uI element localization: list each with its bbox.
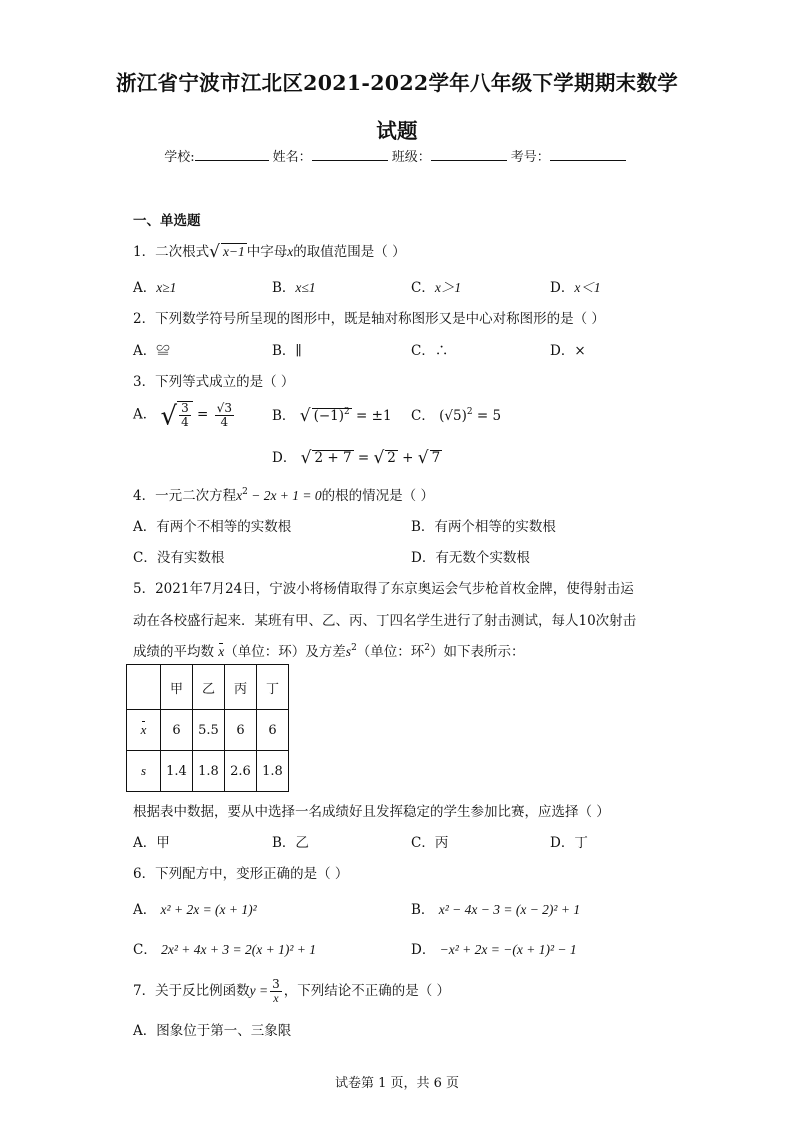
q1-option-a[interactable]: A．x≥1 [133,280,177,296]
question-1-stem [133,240,406,260]
table-row [127,710,289,751]
q4-option-b[interactable]: B．有两个相等的实数根 [411,519,556,535]
q4-option-d[interactable]: D．有无数个实数根 [411,550,530,566]
q3-option-d[interactable]: D． √ 2 + 7 = √ 2 + √ 7 [272,448,441,468]
table-cell: 乙 [193,665,225,710]
q2-option-d[interactable]: D．× [550,343,586,359]
question-4-stem: 4．一元二次方程$x^2 - 2x + 1 = 0$的根的情况是（ ） [133,487,434,504]
table-row-label: x [127,710,161,751]
table-cell: 1.8 [193,751,225,792]
exam-no-label: 考号： [510,150,550,165]
q6-option-b[interactable]: B． x² − 4x − 3 = (x − 2)² + 1 [411,902,581,918]
table-cell: 6 [225,710,257,751]
exam-no-blank[interactable] [550,147,626,161]
page-footer: 试卷第 1 页，共 6 页 [334,1076,460,1091]
q3-option-c[interactable]: C． $(√5)^2 = 5$ [411,407,502,424]
question-5-question: 根据表中数据，要从中选择一名成绩好且发挥稳定的学生参加比赛，应选择（ ） [133,804,610,820]
question-2-stem: 2．下列数学符号所呈现的图形中，既是轴对称图形又是中心对称图形的是（ ） [133,311,605,327]
table-cell: 5.5 [193,710,225,751]
q1-text: 1．二次根式 [133,244,210,260]
q1-radicand: x−1 [222,244,245,259]
table-cell: 6 [161,710,193,751]
school-label: 学校: [164,150,195,165]
q4-option-c[interactable]: C．没有实数根 [133,550,225,566]
table-cell: 2.6 [225,751,257,792]
section-heading: 一、单选题 [133,213,201,229]
table-row [127,751,289,792]
question-5-line1: 5．2021年7月24日，宁波小将杨倩取得了东京奥运会气步枪首枚金牌，使得射击运 [133,581,634,597]
score-table [126,664,289,792]
school-blank[interactable] [195,147,269,161]
q3-option-a[interactable]: A． √ $\frac{3}{4}$ = $\frac{√3}{4}$ [133,400,232,432]
table-cell [127,665,161,710]
q1-text-3: 的取值范围是（ ） [293,244,406,260]
q5-option-d[interactable]: D．丁 [550,835,588,851]
q1-option-b[interactable]: B．x≤1 [272,280,316,296]
question-3-stem: 3．下列等式成立的是（ ） [133,374,295,390]
question-7-stem: 7．关于反比例函数y = $\frac{3}{x}$ ，下列结论不正确的是（ ） [133,977,451,1005]
class-label: 班级： [391,150,431,165]
table-cell: 1.4 [161,751,193,792]
table-cell: 丁 [257,665,289,710]
exam-title-line2: 试题 [376,119,418,143]
q2-option-b[interactable]: B．∥ [272,343,302,359]
table-cell: 甲 [161,665,193,710]
question-6-stem: 6．下列配方中，变形正确的是（ ） [133,866,349,882]
name-blank[interactable] [312,147,388,161]
q6-option-c[interactable]: C． 2x² + 4x + 3 = 2(x + 1)² + 1 [133,942,317,958]
student-info-row [0,146,794,165]
question-5-line3: 成绩的平均数 x（单位：环）及方差$s^2$（单位：环$^2$）如下表所示： [133,643,525,660]
q1-text-2: 中字母 [246,244,288,260]
exam-title-line1: 浙江省宁波市江北区2021-2022学年八年级下学期期末数学 [115,71,679,95]
q1-var: x [287,244,294,259]
name-label: 姓名： [272,150,312,165]
q2-option-a[interactable]: A．≌ [133,343,170,359]
q2-option-c[interactable]: C．∴ [411,343,449,359]
q5-option-b[interactable]: B．乙 [272,835,309,851]
table-cell: 1.8 [257,751,289,792]
q3-option-b[interactable]: B． √ $(-1)^2 = \pm 1$ [272,406,392,426]
q5-option-a[interactable]: A．甲 [133,835,170,851]
q5-option-c[interactable]: C．丙 [411,835,449,851]
q1-option-c[interactable]: C．x＞1 [411,280,462,296]
question-5-line2: 动在各校盛行起来．某班有甲、乙、丙、丁四名学生进行了射击测试，每人10次射击 [133,613,637,629]
q4-option-a[interactable]: A．有两个不相等的实数根 [133,519,292,535]
table-header-row [127,665,289,710]
table-row-label: s [127,751,161,792]
table-cell: 6 [257,710,289,751]
q1-option-d[interactable]: D．x＜1 [550,280,601,296]
class-blank[interactable] [431,147,507,161]
q7-option-a[interactable]: A．图象位于第一、三象限 [133,1023,292,1039]
radical-sign: √ [209,242,220,262]
table-cell: 丙 [225,665,257,710]
q6-option-a[interactable]: A． x² + 2x = (x + 1)² [133,902,257,918]
q6-option-d[interactable]: D． −x² + 2x = −(x + 1)² − 1 [411,942,577,958]
